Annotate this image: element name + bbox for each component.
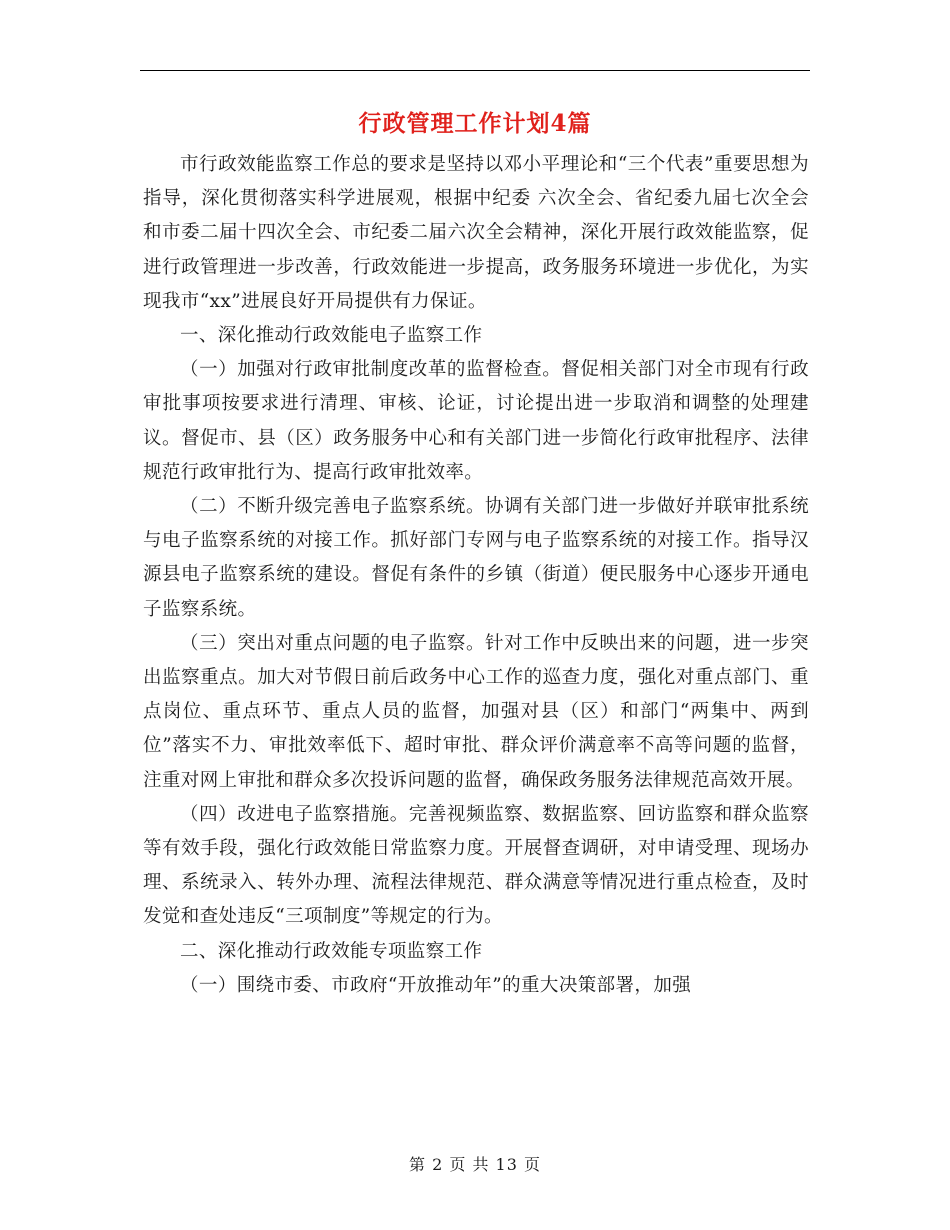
paragraph-1-3: （三）突出对重点问题的电子监察。针对工作中反映出来的问题，进一步突出监察重点。加大对节假日前后政务中心工作的巡查力度，强化对重点部门、重点岗位、重点环节、重点人员的监督，加强对县（区）和部门“两集中、两到位”落实不力、审批效率低下、超时审批、群众评价满意率不高等问题的监督，注重对网上审批和群众多次投诉问题的监督，确保政务服务法律规范高效开展。	[143, 632, 809, 791]
paragraph-1-4: （四）改进电子监察措施。完善视频监察、数据监察、回访监察和群众监察等有效手段，强化行政效能日常监察力度。开展督查调研，对申请受理、现场办理、系统录入、转外办理、流程法律规范、群众满意等情况进行重点检查，及时发觉和查处违反“三项制度”等规定的行为。	[143, 803, 809, 928]
page-number: 第 2 页 共 13 页	[409, 1155, 541, 1174]
header-rule	[140, 70, 810, 71]
page-footer	[0, 1152, 950, 1175]
section-heading-1: 一、深化推动行政效能电子监察工作	[180, 325, 483, 347]
paragraph-2-1: （一）围绕市委、市政府“开放推动年”的重大决策部署，加强	[180, 974, 692, 996]
paragraph-1-1: （一）加强对行政审批制度改革的监督检查。督促相关部门对全市现有行政审批事项按要求进行清理、审核、论证，讨论提出进一步取消和调整的处理建议。督促市、县（区）政务服务中心和有关部门进一步简化行政审批程序、法律规范行政审批行为、提高行政审批效率。	[143, 359, 809, 483]
paragraph-intro: 市行政效能监察工作总的要求是坚持以邓小平理论和“三个代表”重要思想为指导，深化贯彻落实科学进展观，根据中纪委 六次全会、省纪委九届七次全会和市委二届十四次全会、市纪委二届六次全会精神，深化开展行政效能监察，促进行政管理进一步改善，行政效能进一步提高，政务服务环境进一步优化，为实现我市“xx”进展良好开局提供有力保证。	[143, 154, 809, 312]
document-body	[143, 148, 809, 1003]
document-title: 行政管理工作计划4篇	[358, 110, 592, 137]
paragraph-1-2: （二）不断升级完善电子监察系统。协调有关部门进一步做好并联审批系统与电子监察系统的对接工作。抓好部门专网与电子监察系统的对接工作。指导汉源县电子监察系统的建设。督促有条件的乡镇（街道）便民服务中心逐步开通电子监察系统。	[143, 496, 809, 620]
section-heading-2: 二、深化推动行政效能专项监察工作	[180, 940, 483, 962]
